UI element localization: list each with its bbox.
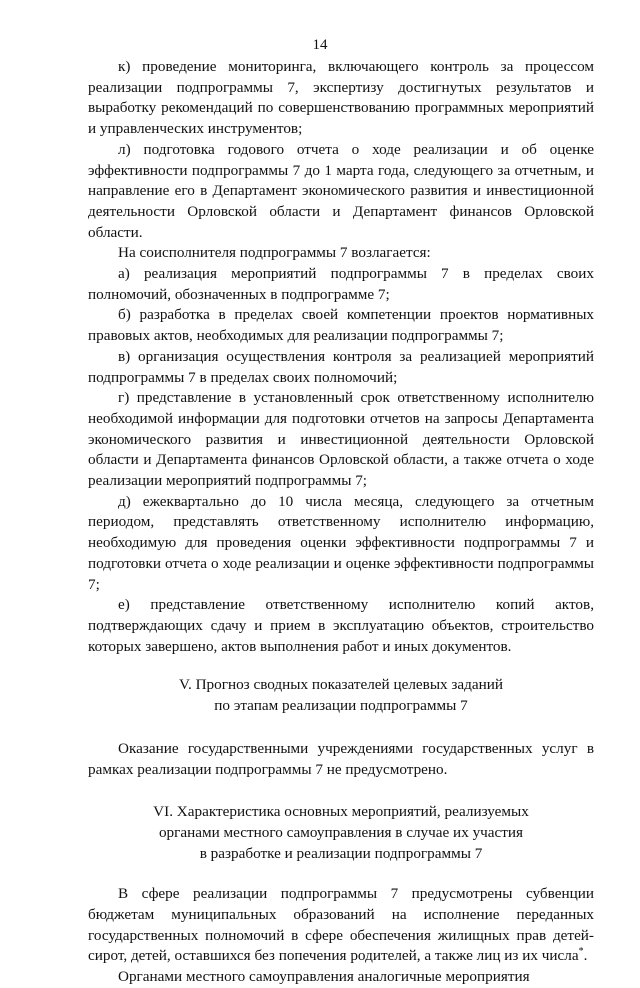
paragraph-k: к) проведение мониторинга, включающего контроль за процессом реализации подпрограммы 7, экспертизу достигнутых результатов и выработку рекомендаций по совершенствованию программных мероприятий и управленческих инструментов; xyxy=(88,58,594,138)
section-5-heading xyxy=(88,675,594,716)
section-6-heading xyxy=(88,802,594,864)
section-6-text-1 xyxy=(88,884,594,967)
document-body xyxy=(88,57,594,988)
section-6-text-1-body: В сфере реализации подпрограммы 7 предусмотрены субвенции бюджетам муниципальных образований на исполнение переданных государственных полномочий в сфере обеспечения жилищных прав детей-сирот, детей, оставшихся без попечения родителей, а также лиц из их числа xyxy=(88,885,594,965)
section-5-heading-line: по этапам реализации подпрограммы 7 xyxy=(214,697,468,715)
section-6-text-2: Органами местного самоуправления аналогичные мероприятия xyxy=(118,968,530,986)
paragraph-l: л) подготовка годового отчета о ходе реализации и об оценке эффективности подпрограммы 7 до 1 марта года, следующего за отчетным, и направление его в Департамент экономического развития и инвестиционной деятельности Орловской области и Департамент финансов Орловской области. xyxy=(88,140,594,241)
section-6-heading-line: в разработке и реализации подпрограммы 7 xyxy=(199,844,483,862)
footnote-mark: * xyxy=(578,946,584,958)
section-6-heading-line: VI. Характеристика основных мероприятий, реализуемых xyxy=(153,803,529,821)
page-number: 14 xyxy=(312,37,328,53)
section-6-heading-line: органами местного самоуправления в случае их участия xyxy=(158,823,524,841)
paragraph-b: б) разработка в пределах своей компетенции проектов нормативных правовых актов, необходимых для реализации подпрограммы 7; xyxy=(88,306,594,345)
paragraph-g: г) представление в установленный срок ответственному исполнителю необходимой информации для подготовки отчетов на запросы Департамента экономического развития и инвестиционной деятельности Орловской области и Департамента финансов Орловской области, а также отчета о ходе реализации мероприятий подпрограммы 7; xyxy=(88,389,594,490)
paragraph-e: е) представление ответственному исполнителю копий актов, подтверждающих сдачу и прием в эксплуатацию объектов, строительство которых завершено, актов выполнения работ и иных документов. xyxy=(88,596,594,655)
paragraph-coexecutor-intro: На соисполнителя подпрограммы 7 возлагается: xyxy=(118,244,431,262)
paragraph-a: а) реализация мероприятий подпрограммы 7 в пределах своих полномочий, обозначенных в подпрограмме 7; xyxy=(88,265,594,303)
paragraph-v: в) организация осуществления контроля за реализацией мероприятий подпрограммы 7 в пределах своих полномочий; xyxy=(88,347,594,386)
section-6-text-1-end: . xyxy=(583,947,588,965)
section-5-heading-line: V. Прогноз сводных показателей целевых заданий xyxy=(178,676,504,694)
paragraph-d: д) ежеквартально до 10 числа месяца, следующего за отчетным периодом, представлять ответственному исполнителю информацию, необходимую для проведения оценки эффективности подпрограммы 7 и подготовки отчета о ходе реализации и оценке эффективности подпрограммы 7; xyxy=(88,492,594,593)
section-5-text: Оказание государственными учреждениями государственных услуг в рамках реализации подпрограммы 7 не предусмотрено. xyxy=(88,739,594,778)
